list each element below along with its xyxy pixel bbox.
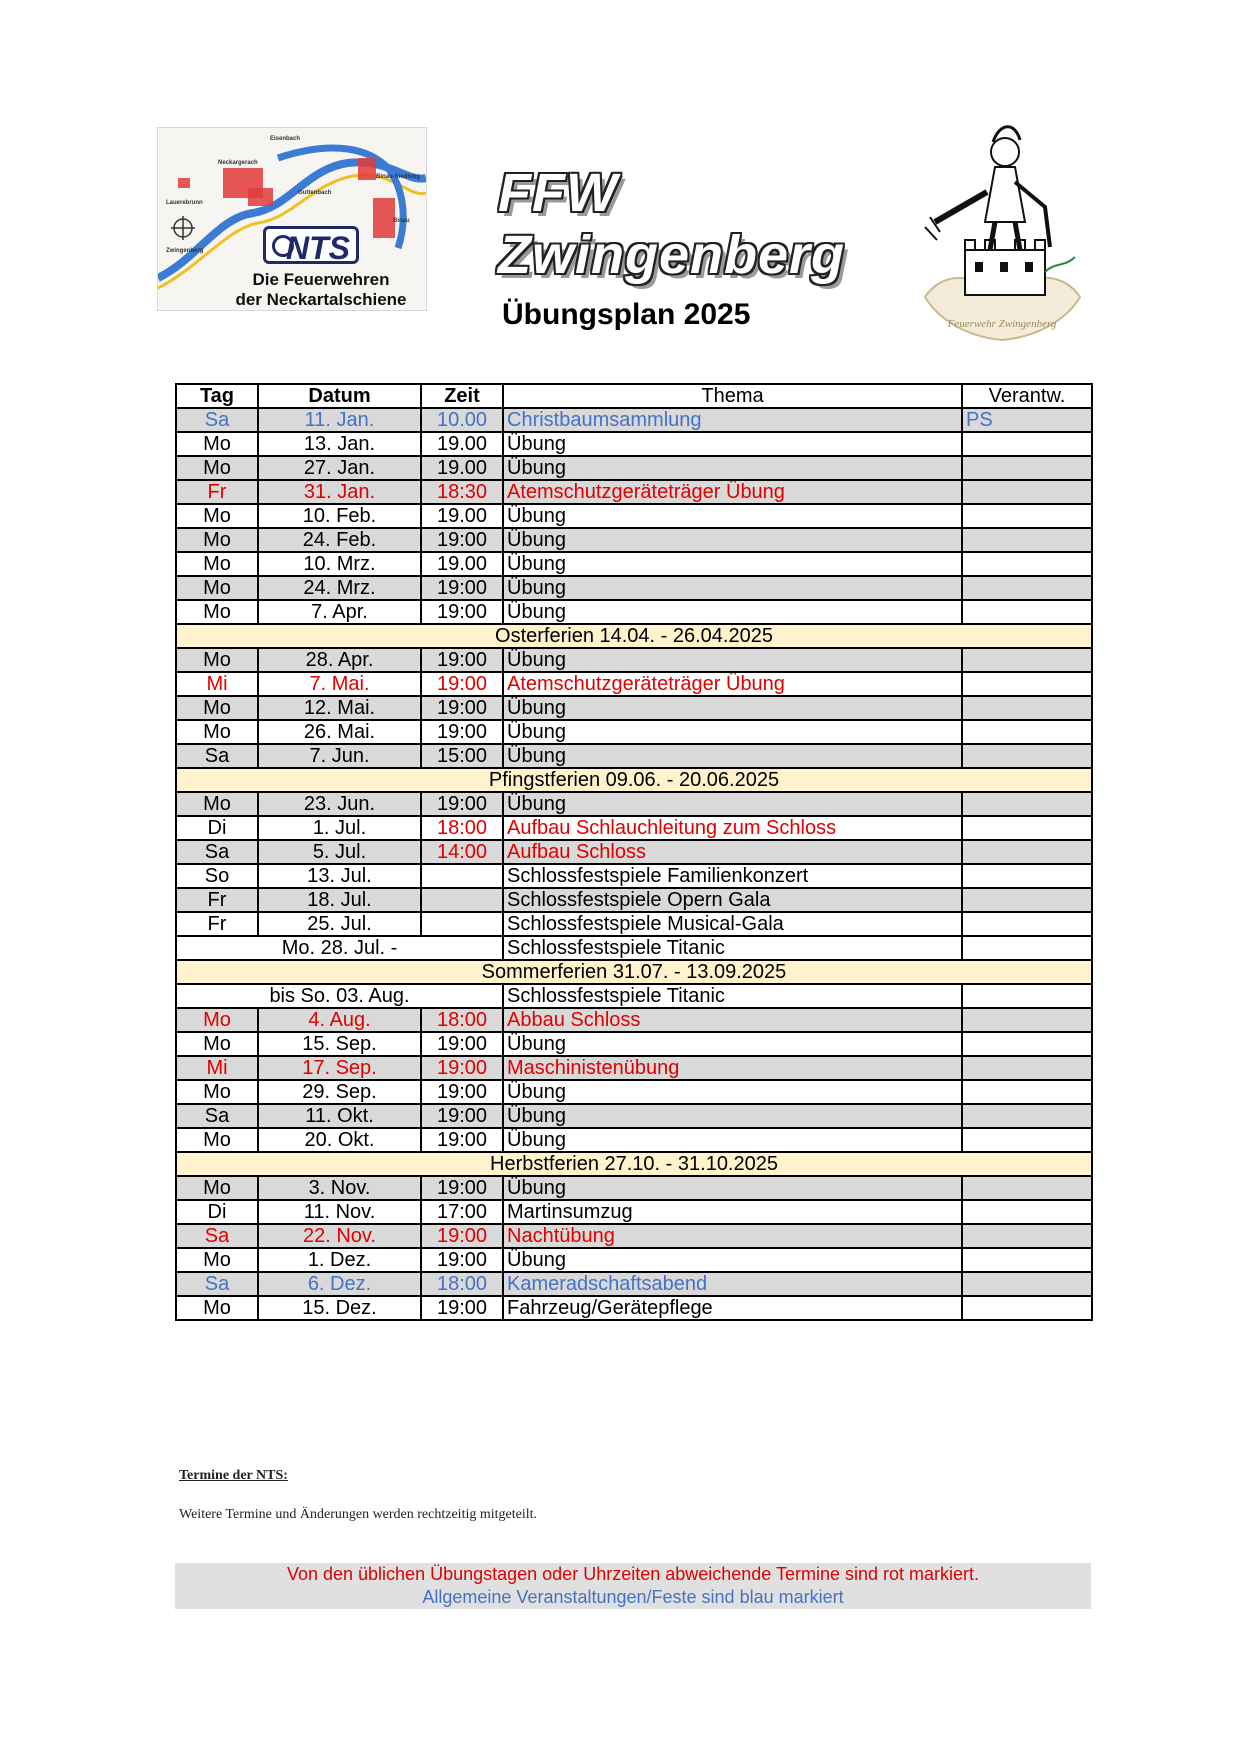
map-label: Neckargerach — [218, 160, 258, 166]
cell-datum: bis So. 03. Aug. — [176, 984, 503, 1008]
cell-tag: Mo — [176, 1248, 258, 1272]
cell-zeit: 19:00 — [421, 1032, 503, 1056]
cell-thema: Übung — [503, 456, 962, 480]
club-title: FFW Zwingenberg — [498, 163, 845, 285]
holiday-row — [176, 624, 1092, 648]
cell-datum: 7. Mai. — [258, 672, 421, 696]
cell-verantw — [962, 456, 1092, 480]
cell-thema: Übung — [503, 1104, 962, 1128]
cell-zeit: 19:00 — [421, 1248, 503, 1272]
table-row — [176, 648, 1092, 672]
cell-thema: Übung — [503, 1080, 962, 1104]
holiday-label: Herbstferien 27.10. - 31.10.2025 — [176, 1152, 1092, 1176]
cell-tag: Sa — [176, 840, 258, 864]
table-row — [176, 840, 1092, 864]
cell-verantw — [962, 1176, 1092, 1200]
column-header-datum: Datum — [258, 384, 421, 408]
table-row — [176, 1272, 1092, 1296]
table-row — [176, 1248, 1092, 1272]
cell-datum: 27. Jan. — [258, 456, 421, 480]
cell-datum: 24. Feb. — [258, 528, 421, 552]
table-row — [176, 1008, 1092, 1032]
cell-thema: Übung — [503, 528, 962, 552]
cell-tag: Mo — [176, 1128, 258, 1152]
cell-tag: Mo — [176, 432, 258, 456]
table-row — [176, 1104, 1092, 1128]
table-row — [176, 672, 1092, 696]
cell-datum: 18. Jul. — [258, 888, 421, 912]
cell-tag: Mo — [176, 720, 258, 744]
cell-tag: Mo — [176, 600, 258, 624]
cell-zeit: 18:30 — [421, 480, 503, 504]
nts-badge — [263, 226, 359, 264]
cell-verantw — [962, 744, 1092, 768]
firefighter-crest-icon — [915, 122, 1090, 352]
cell-zeit: 19:00 — [421, 1176, 503, 1200]
cell-tag: Fr — [176, 912, 258, 936]
cell-verantw — [962, 1056, 1092, 1080]
table-row — [176, 1200, 1092, 1224]
table-row — [176, 576, 1092, 600]
cell-zeit: 10.00 — [421, 408, 503, 432]
cell-tag: So — [176, 864, 258, 888]
cell-datum: 12. Mai. — [258, 696, 421, 720]
cell-verantw — [962, 936, 1092, 960]
cell-zeit: 19:00 — [421, 528, 503, 552]
cell-datum: 1. Jul. — [258, 816, 421, 840]
cell-verantw: PS — [962, 408, 1092, 432]
cell-tag: Di — [176, 1200, 258, 1224]
table-row — [176, 1056, 1092, 1080]
cell-tag: Mi — [176, 1056, 258, 1080]
page-title: Übungsplan 2025 — [502, 298, 751, 331]
cell-zeit: 14:00 — [421, 840, 503, 864]
cell-verantw — [962, 1104, 1092, 1128]
table-row — [176, 528, 1092, 552]
column-header-zeit: Zeit — [421, 384, 503, 408]
table-row — [176, 912, 1092, 936]
cell-thema: Christbaumsammlung — [503, 408, 962, 432]
table-row — [176, 984, 1092, 1008]
map-label: Eisenbach — [270, 136, 301, 142]
cell-verantw — [962, 792, 1092, 816]
cell-thema: Kameradschaftsabend — [503, 1272, 962, 1296]
cell-zeit — [421, 888, 503, 912]
cell-verantw — [962, 576, 1092, 600]
legend-red-note: Von den üblichen Übungstagen oder Uhrzeiten abweichende Termine sind rot markiert. — [175, 1563, 1091, 1586]
cell-thema: Übung — [503, 1128, 962, 1152]
cell-zeit: 19:00 — [421, 1080, 503, 1104]
table-row — [176, 744, 1092, 768]
column-header-tag: Tag — [176, 384, 258, 408]
cell-zeit: 18:00 — [421, 1008, 503, 1032]
cell-thema: Schlossfestspiele Musical-Gala — [503, 912, 962, 936]
table-row — [176, 552, 1092, 576]
table-header-row — [176, 384, 1092, 408]
cell-datum: 1. Dez. — [258, 1248, 421, 1272]
cell-verantw — [962, 1224, 1092, 1248]
cell-thema: Nachtübung — [503, 1224, 962, 1248]
cell-tag: Mo — [176, 1080, 258, 1104]
holiday-label: Pfingstferien 09.06. - 20.06.2025 — [176, 768, 1092, 792]
cell-verantw — [962, 696, 1092, 720]
cell-thema: Übung — [503, 792, 962, 816]
holiday-row — [176, 768, 1092, 792]
table-row — [176, 816, 1092, 840]
cell-tag: Sa — [176, 408, 258, 432]
table-row — [176, 792, 1092, 816]
cell-thema: Übung — [503, 696, 962, 720]
table-row — [176, 600, 1092, 624]
column-header-verantw: Verantw. — [962, 384, 1092, 408]
cell-verantw — [962, 432, 1092, 456]
schedule-table — [175, 383, 1093, 1321]
cell-tag: Mo — [176, 576, 258, 600]
holiday-row — [176, 1152, 1092, 1176]
cell-verantw — [962, 816, 1092, 840]
table-row — [176, 504, 1092, 528]
cell-verantw — [962, 648, 1092, 672]
table-row — [176, 888, 1092, 912]
table-row — [176, 864, 1092, 888]
cell-zeit: 19:00 — [421, 1056, 503, 1080]
cell-datum: 10. Feb. — [258, 504, 421, 528]
nts-caption-line2: der Neckartalschiene — [235, 290, 407, 309]
cell-thema: Übung — [503, 1248, 962, 1272]
map-label: Guttenbach — [298, 190, 332, 196]
cell-zeit: 19:00 — [421, 672, 503, 696]
cell-tag: Mo — [176, 648, 258, 672]
table-row — [176, 1080, 1092, 1104]
cell-datum: 25. Jul. — [258, 912, 421, 936]
cell-verantw — [962, 1008, 1092, 1032]
cell-zeit: 19:00 — [421, 648, 503, 672]
cell-datum: 17. Sep. — [258, 1056, 421, 1080]
cell-datum: 22. Nov. — [258, 1224, 421, 1248]
cell-verantw — [962, 1272, 1092, 1296]
table-row — [176, 1296, 1092, 1320]
cell-verantw — [962, 552, 1092, 576]
holiday-row — [176, 960, 1092, 984]
cell-tag: Sa — [176, 744, 258, 768]
map-label: Lauerebrunn — [166, 200, 203, 206]
cell-verantw — [962, 1032, 1092, 1056]
cell-datum: 26. Mai. — [258, 720, 421, 744]
cell-datum: 10. Mrz. — [258, 552, 421, 576]
cell-verantw — [962, 912, 1092, 936]
cell-datum: 28. Apr. — [258, 648, 421, 672]
legend-blue-note: Allgemeine Veranstaltungen/Feste sind blau markiert — [175, 1586, 1091, 1609]
cell-zeit: 19:00 — [421, 720, 503, 744]
cell-zeit: 19:00 — [421, 1224, 503, 1248]
nts-dates-note: Weitere Termine und Änderungen werden rechtzeitig mitgeteilt. — [179, 1507, 537, 1522]
cell-tag: Mo — [176, 552, 258, 576]
map-label: Zwingenberg — [166, 248, 204, 254]
cell-tag: Mo — [176, 1176, 258, 1200]
cell-zeit: 18:00 — [421, 816, 503, 840]
cell-verantw — [962, 672, 1092, 696]
table-row — [176, 1128, 1092, 1152]
table-row — [176, 456, 1092, 480]
cell-tag: Mo — [176, 1032, 258, 1056]
cell-zeit: 19:00 — [421, 1296, 503, 1320]
cell-zeit — [421, 912, 503, 936]
cell-thema: Schlossfestspiele Titanic — [503, 984, 962, 1008]
cell-zeit: 15:00 — [421, 744, 503, 768]
cell-tag: Fr — [176, 888, 258, 912]
cell-thema: Abbau Schloss — [503, 1008, 962, 1032]
cell-tag: Mo — [176, 528, 258, 552]
cell-zeit: 19:00 — [421, 696, 503, 720]
cell-datum: 6. Dez. — [258, 1272, 421, 1296]
cell-zeit — [421, 864, 503, 888]
cell-verantw — [962, 1248, 1092, 1272]
table-row — [176, 1224, 1092, 1248]
table-row — [176, 936, 1092, 960]
cell-zeit: 19:00 — [421, 1128, 503, 1152]
cell-datum: 13. Jan. — [258, 432, 421, 456]
cell-tag: Mi — [176, 672, 258, 696]
map-label: Binau — [393, 218, 410, 224]
nts-emblem-icon — [272, 235, 294, 257]
cell-zeit: 19.00 — [421, 504, 503, 528]
cell-zeit: 17:00 — [421, 1200, 503, 1224]
cell-tag: Mo — [176, 1296, 258, 1320]
table-row — [176, 696, 1092, 720]
cell-tag: Sa — [176, 1224, 258, 1248]
cell-datum: 5. Jul. — [258, 840, 421, 864]
cell-thema: Übung — [503, 720, 962, 744]
cell-verantw — [962, 504, 1092, 528]
cell-tag: Mo — [176, 792, 258, 816]
cell-thema: Schlossfestspiele Titanic — [503, 936, 962, 960]
cell-thema: Übung — [503, 648, 962, 672]
cell-thema: Übung — [503, 744, 962, 768]
cell-verantw — [962, 720, 1092, 744]
cell-tag: Mo — [176, 456, 258, 480]
cell-tag: Mo — [176, 1008, 258, 1032]
table-row — [176, 432, 1092, 456]
table-row — [176, 1176, 1092, 1200]
cell-thema: Übung — [503, 504, 962, 528]
cell-zeit: 19:00 — [421, 576, 503, 600]
cell-zeit: 19.00 — [421, 456, 503, 480]
cell-zeit: 19.00 — [421, 552, 503, 576]
cell-thema: Aufbau Schlauchleitung zum Schloss — [503, 816, 962, 840]
cell-thema: Übung — [503, 1032, 962, 1056]
nts-logo — [157, 127, 427, 311]
cell-zeit: 19:00 — [421, 1104, 503, 1128]
cell-datum: 11. Nov. — [258, 1200, 421, 1224]
holiday-label: Osterferien 14.04. - 26.04.2025 — [176, 624, 1092, 648]
cell-datum: 15. Dez. — [258, 1296, 421, 1320]
cell-tag: Sa — [176, 1272, 258, 1296]
cell-thema: Aufbau Schloss — [503, 840, 962, 864]
cell-tag: Fr — [176, 480, 258, 504]
cell-verantw — [962, 600, 1092, 624]
cell-datum: 15. Sep. — [258, 1032, 421, 1056]
holiday-label: Sommerferien 31.07. - 13.09.2025 — [176, 960, 1092, 984]
cell-datum: Mo. 28. Jul. - — [176, 936, 503, 960]
cell-datum: 7. Jun. — [258, 744, 421, 768]
cell-datum: 31. Jan. — [258, 480, 421, 504]
cell-datum: 29. Sep. — [258, 1080, 421, 1104]
nts-caption — [218, 270, 424, 310]
crest-text: Feuerwehr Zwingenberg — [947, 318, 1057, 330]
cell-datum: 7. Apr. — [258, 600, 421, 624]
nts-dates-heading: Termine der NTS: — [179, 1468, 288, 1483]
table-row — [176, 480, 1092, 504]
cell-datum: 13. Jul. — [258, 864, 421, 888]
cell-thema: Übung — [503, 576, 962, 600]
nts-caption-line1: Die Feuerwehren — [252, 270, 390, 289]
cell-verantw — [962, 1200, 1092, 1224]
cell-datum: 11. Okt. — [258, 1104, 421, 1128]
cell-thema: Übung — [503, 552, 962, 576]
cell-datum: 3. Nov. — [258, 1176, 421, 1200]
table-row — [176, 408, 1092, 432]
cell-verantw — [962, 888, 1092, 912]
cell-datum: 20. Okt. — [258, 1128, 421, 1152]
cell-thema: Übung — [503, 1176, 962, 1200]
cell-thema: Übung — [503, 432, 962, 456]
cell-verantw — [962, 864, 1092, 888]
cell-zeit: 19.00 — [421, 432, 503, 456]
cell-zeit: 19:00 — [421, 792, 503, 816]
cell-tag: Di — [176, 816, 258, 840]
map-label: Binau-Siedlung — [376, 174, 420, 180]
cell-datum: 4. Aug. — [258, 1008, 421, 1032]
cell-thema: Atemschutzgeräteträger Übung — [503, 480, 962, 504]
cell-verantw — [962, 984, 1092, 1008]
cell-thema: Schlossfestspiele Familienkonzert — [503, 864, 962, 888]
cell-datum: 23. Jun. — [258, 792, 421, 816]
nts-badge-text: NTS — [286, 230, 350, 266]
cell-thema: Übung — [503, 600, 962, 624]
schedule-body — [176, 408, 1092, 1320]
cell-verantw — [962, 840, 1092, 864]
table-row — [176, 720, 1092, 744]
cell-tag: Sa — [176, 1104, 258, 1128]
cell-thema: Atemschutzgeräteträger Übung — [503, 672, 962, 696]
cell-thema: Martinsumzug — [503, 1200, 962, 1224]
table-row — [176, 1032, 1092, 1056]
cell-tag: Mo — [176, 504, 258, 528]
cell-datum: 11. Jan. — [258, 408, 421, 432]
cell-verantw — [962, 1296, 1092, 1320]
cell-verantw — [962, 528, 1092, 552]
cell-datum: 24. Mrz. — [258, 576, 421, 600]
cell-tag: Mo — [176, 696, 258, 720]
cell-verantw — [962, 1128, 1092, 1152]
cell-zeit: 18:00 — [421, 1272, 503, 1296]
cell-zeit: 19:00 — [421, 600, 503, 624]
cell-verantw — [962, 1080, 1092, 1104]
cell-verantw — [962, 480, 1092, 504]
cell-thema: Maschinistenübung — [503, 1056, 962, 1080]
column-header-thema: Thema — [503, 384, 962, 408]
cell-thema: Schlossfestspiele Opern Gala — [503, 888, 962, 912]
cell-thema: Fahrzeug/Gerätepflege — [503, 1296, 962, 1320]
